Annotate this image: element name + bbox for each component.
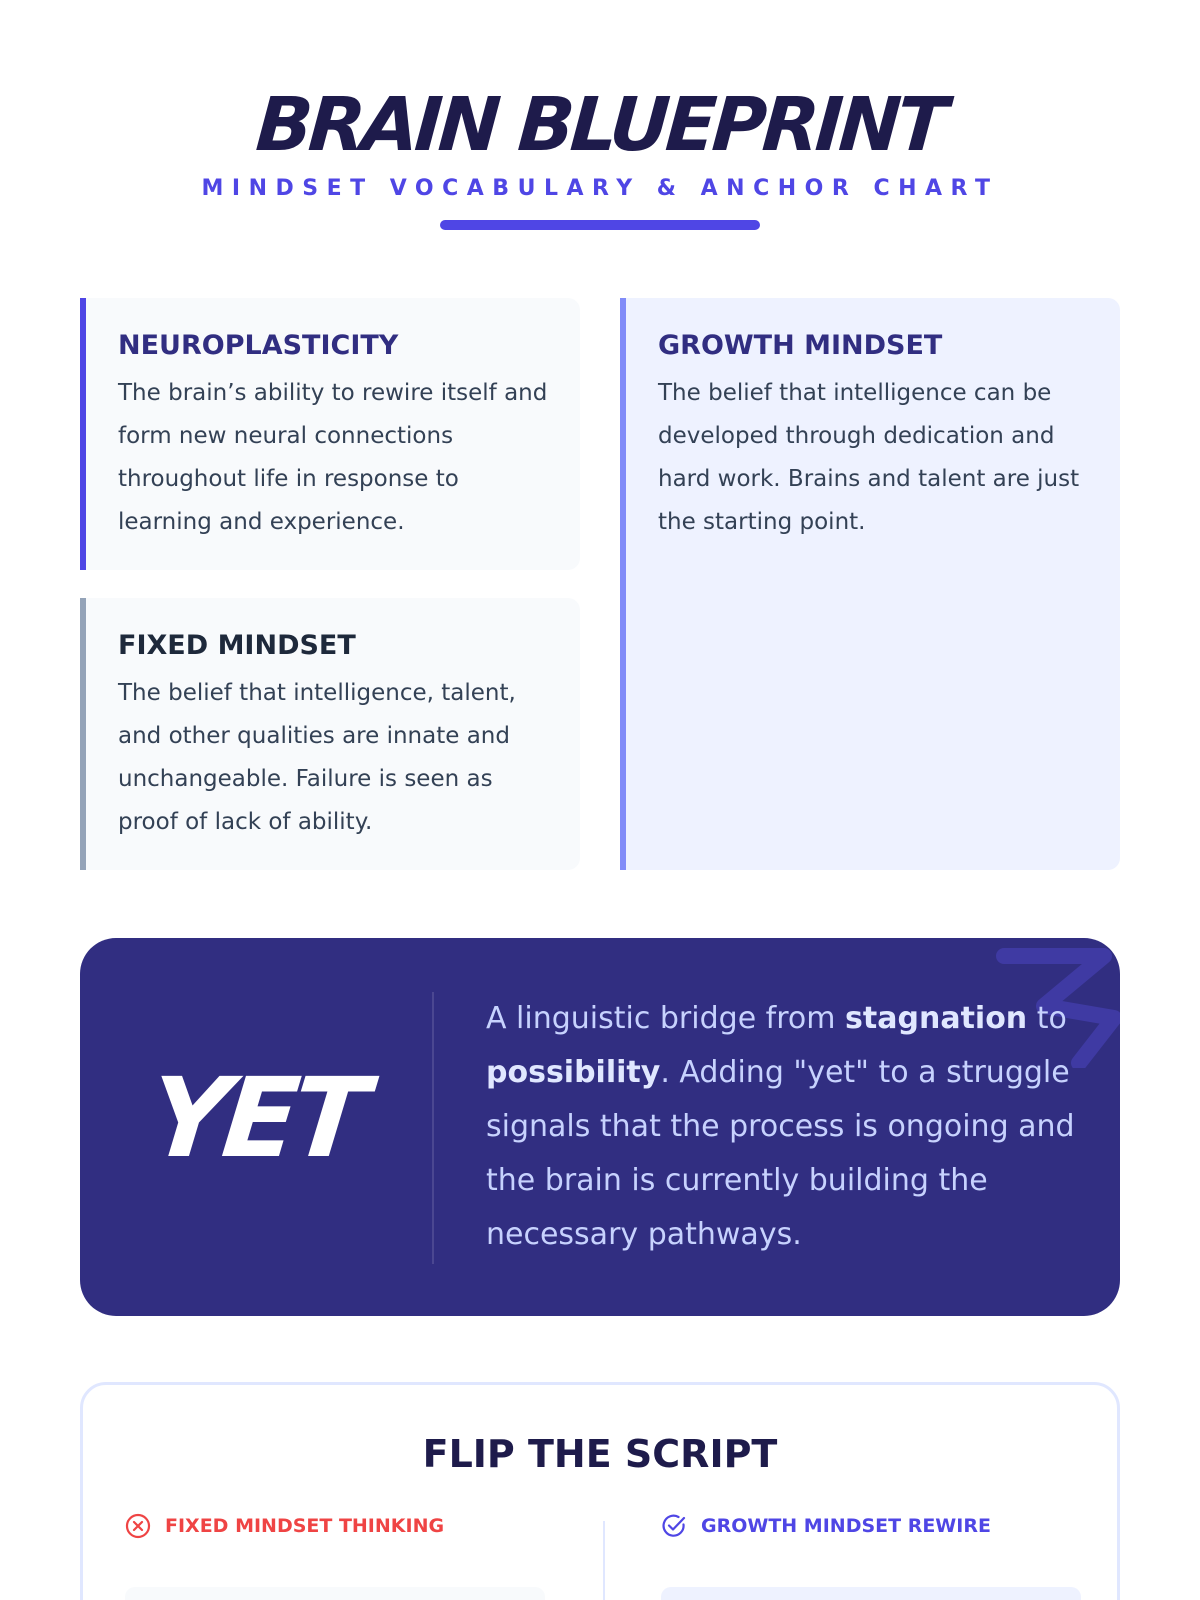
growth-rewire-label: GROWTH MINDSET REWIRE bbox=[701, 1515, 991, 1537]
flip-column-divider bbox=[603, 1521, 605, 1600]
card-fixed-mindset bbox=[80, 598, 580, 870]
card-neuroplasticity bbox=[80, 298, 580, 570]
flip-title: FLIP THE SCRIPT bbox=[422, 1432, 778, 1476]
growth-rewire-heading bbox=[661, 1511, 991, 1541]
growth-phrase-box bbox=[661, 1587, 1081, 1600]
yet-divider bbox=[432, 992, 434, 1264]
card-definition: The belief that intelligence can be developed through dedication and hard work. Brains and talent are just the starting point. bbox=[658, 380, 1080, 535]
fixed-phrase-box bbox=[125, 1587, 545, 1600]
x-circle-icon bbox=[125, 1513, 151, 1539]
yet-word: YET bbox=[143, 1054, 369, 1182]
card-term: NEUROPLASTICITY bbox=[118, 330, 399, 361]
title-underline bbox=[440, 220, 760, 230]
fixed-thinking-label: FIXED MINDSET THINKING bbox=[165, 1515, 445, 1537]
yet-banner bbox=[80, 938, 1120, 1316]
card-term: FIXED MINDSET bbox=[118, 630, 356, 661]
fixed-thinking-heading bbox=[125, 1511, 444, 1541]
check-circle-icon bbox=[661, 1513, 687, 1539]
card-growth-mindset bbox=[620, 298, 1120, 870]
yet-description: A linguistic bridge from stagnation to possibility. Adding "yet" to a struggle signals that the process is ongoing and the brain is currently building the necessary pathways. bbox=[486, 1001, 1075, 1252]
page-subtitle: MINDSET VOCABULARY & ANCHOR CHART bbox=[201, 176, 999, 201]
yet-bold-stagnation: stagnation bbox=[845, 1001, 1028, 1036]
page-header bbox=[0, 80, 1200, 230]
card-definition: The belief that intelligence, talent, and other qualities are innate and unchangeable. Failure is seen as proof of lack of ability. bbox=[118, 680, 516, 835]
yet-bold-possibility: possibility bbox=[486, 1055, 661, 1090]
card-term: GROWTH MINDSET bbox=[658, 330, 943, 361]
card-definition: The brain’s ability to rewire itself and form new neural connections throughout life in response to learning and experience. bbox=[118, 380, 548, 535]
flip-the-script-panel bbox=[80, 1382, 1120, 1600]
page-title: BRAIN BLUEPRINT bbox=[253, 82, 947, 168]
